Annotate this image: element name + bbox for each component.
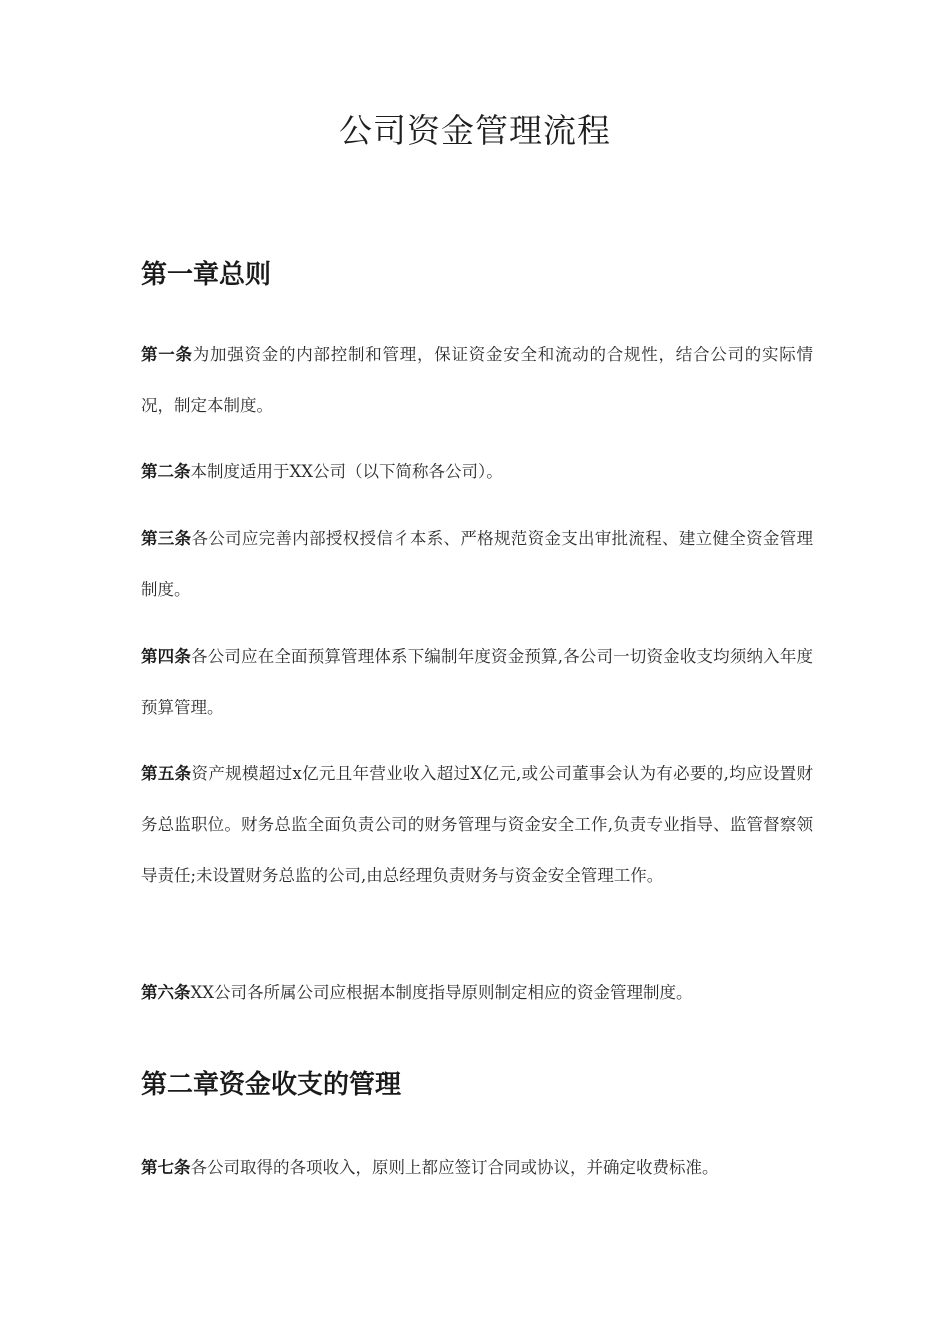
article-text: 资产规模超过x亿元且年营业收入超过X亿元,或公司董事会认为有必要的,均应设置财务总监职位。财务总监全面负责公司的财务管理与资金安全工作,负责专业指导、监管督察领导责任;未设置财务总监的公司,由总经理负责财务与资金安全管理工作。 <box>141 764 813 885</box>
chapter-heading-2: 第二章资金收支的管理 <box>141 1070 402 1100</box>
article-5 <box>141 748 813 901</box>
article-text: 为加强资金的内部控制和管理，保证资金安全和流动的合规性，结合公司的实际情况，制定本制度。 <box>141 345 813 415</box>
document-title: 公司资金管理流程 <box>339 111 611 150</box>
article-text: 本制度适用于XX公司（以下简称各公司）。 <box>190 462 503 481</box>
article-number: 第六条 <box>141 983 191 1002</box>
article-number: 第三条 <box>141 529 192 548</box>
article-2 <box>141 446 813 497</box>
article-number: 第五条 <box>141 764 192 783</box>
article-number: 第七条 <box>141 1158 191 1177</box>
article-number: 第二条 <box>141 462 191 481</box>
article-7 <box>141 1142 813 1193</box>
article-number: 第一条 <box>141 345 193 364</box>
article-3 <box>141 513 813 615</box>
article-text: 各公司应完善内部授权授信彳本系、严格规范资金支出审批流程、建立健全资金管理制度。 <box>141 529 814 599</box>
article-4 <box>141 631 813 733</box>
article-text: 各公司应在全面预算管理体系下编制年度资金预算,各公司一切资金收支均须纳入年度预算管理。 <box>141 647 814 717</box>
article-6 <box>141 967 813 1018</box>
chapter-heading-1: 第一章总则 <box>141 260 272 290</box>
article-text: XX公司各所属公司应根据本制度指导原则制定相应的资金管理制度。 <box>190 983 693 1002</box>
article-text: 各公司取得的各项收入，原则上都应签订合同或协议，并确定收费标准。 <box>190 1158 719 1177</box>
article-number: 第四条 <box>141 647 192 666</box>
article-1 <box>141 329 813 431</box>
